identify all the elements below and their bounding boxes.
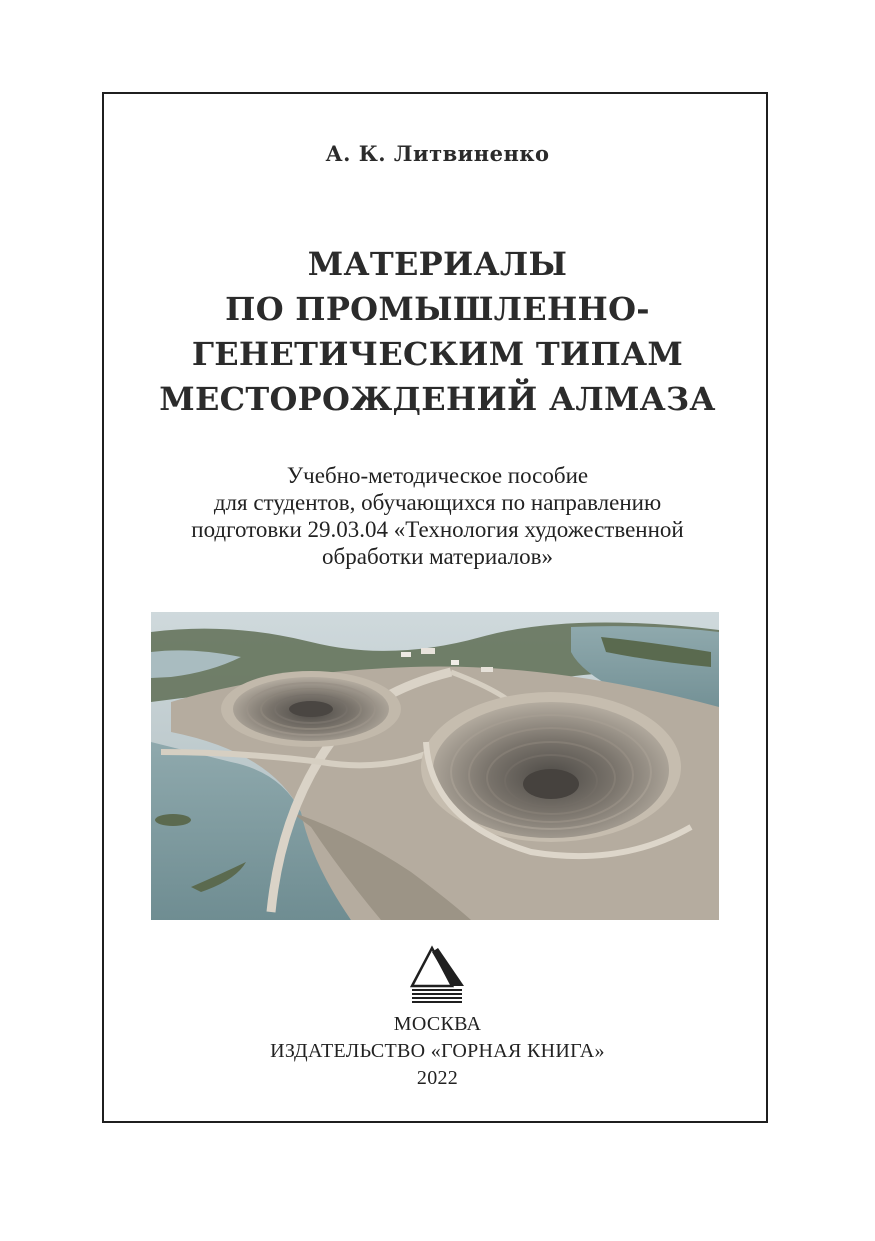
book-title [0,242,875,422]
title-line-2: ПО ПРОМЫШЛЕННО- [225,290,650,328]
open-pit-mine-photo [151,612,719,920]
title-line-1: МАТЕРИАЛЫ [307,245,568,283]
subtitle-line-4: обработки материалов» [322,544,553,569]
book-subtitle [0,462,875,570]
author-name: А. К. Литвиненко [325,141,550,166]
imprint-city: МОСКВА [393,1013,482,1035]
title-line-4: МЕСТОРОЖДЕНИЙ АЛМАЗА [159,380,716,418]
subtitle-line-1: Учебно-методическое пособие [286,463,589,488]
subtitle-line-2: для студентов, обучающихся по направлению [213,490,662,515]
mountain-book-logo-icon [408,944,466,1004]
imprint-year: 2022 [416,1067,459,1089]
subtitle-line-3: подготовки 29.03.04 «Технология художественной [191,517,684,542]
title-line-3: ГЕНЕТИЧЕСКИМ ТИПАМ [191,335,684,373]
imprint [0,1011,875,1092]
imprint-publisher: ИЗДАТЕЛЬСТВО «ГОРНАЯ КНИГА» [270,1040,605,1062]
